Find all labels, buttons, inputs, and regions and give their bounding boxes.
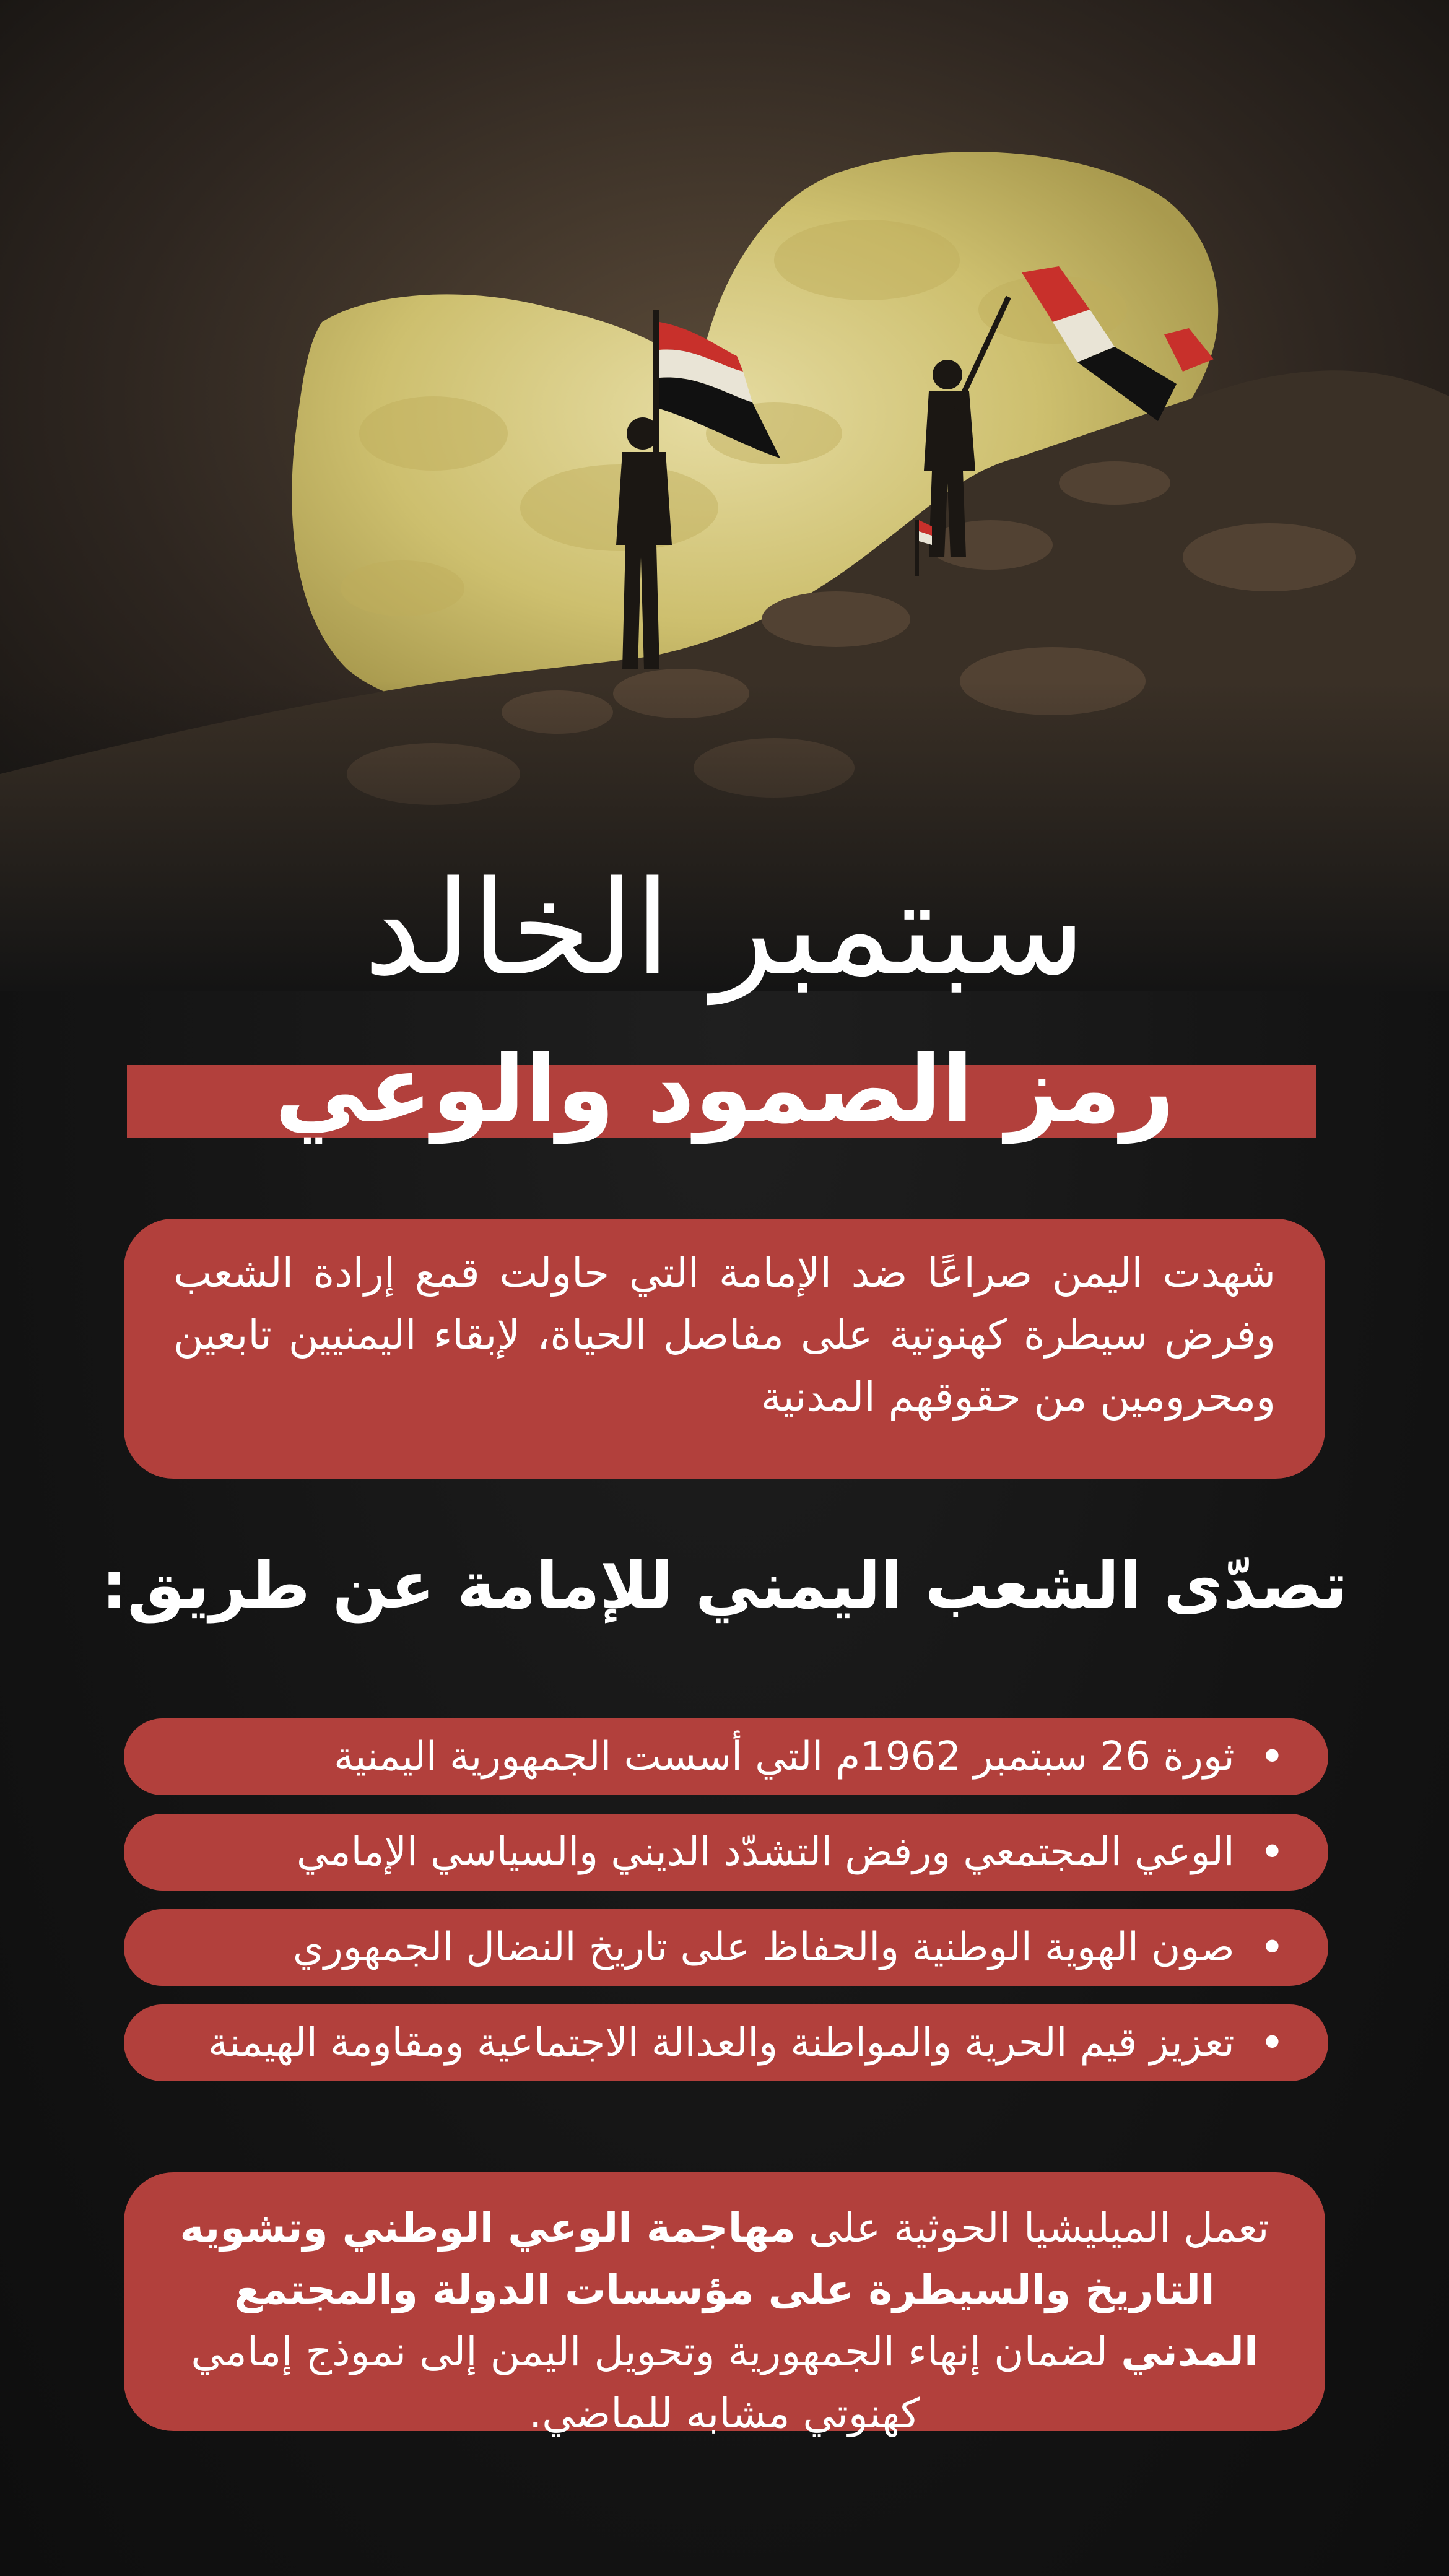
hero-illustration [0, 0, 1449, 991]
closing-text-part3: لضمان إنهاء الجمهورية وتحويل اليمن إلى نموذج إمامي كهنوتي مشابه للماضي. [191, 2328, 1121, 2437]
list-item [124, 1909, 1328, 1986]
list-item-label: ثورة 26 سبتمبر 1962م التي أسست الجمهورية اليمنية [334, 1734, 1235, 1780]
bullet-list [124, 1718, 1328, 2100]
cave-scene-image [0, 0, 1449, 991]
closing-text-part1: تعمل الميليشيا الحوثية على [795, 2204, 1269, 2252]
intro-text: شهدت اليمن صراعًا ضد الإمامة التي حاولت قمع إرادة الشعب وفرض سيطرة كهنوتية على مفاصل الحياة، لإبقاء اليمنيين تابعين ومحرومين من حقوقهم المدنية [173, 1249, 1276, 1421]
bullet-icon: • [1259, 1922, 1285, 1973]
bullet-icon: • [1259, 1731, 1285, 1782]
list-item-label: الوعي المجتمعي ورفض التشدّد الديني والسياسي الإمامي [296, 1829, 1235, 1875]
list-item [124, 1718, 1328, 1795]
page-title: سبتمبر الخالد [363, 853, 1086, 1004]
list-item [124, 1814, 1328, 1891]
bullet-icon: • [1259, 1827, 1285, 1878]
bullet-icon: • [1259, 2017, 1285, 2068]
intro-card [124, 1219, 1325, 1479]
closing-card [124, 2172, 1325, 2437]
closing-text [180, 2197, 1269, 2445]
section-heading: تصدّى الشعب اليمني للإمامة عن طريق: [101, 1547, 1348, 1623]
list-item-label: تعزيز قيم الحرية والمواطنة والعدالة الاجتماعية ومقاومة الهيمنة [208, 2020, 1235, 2066]
list-item [124, 2004, 1328, 2081]
closing-text-emphasis: مهاجمة الوعي الوطني وتشويه التاريخ والسيطرة على مؤسسات الدولة والمجتمع المدني [180, 2204, 1258, 2375]
list-item-label: صون الهوية الوطنية والحفاظ على تاريخ النضال الجمهوري [292, 1925, 1235, 1970]
page-subtitle: رمز الصمود والوعي [274, 1036, 1175, 1144]
